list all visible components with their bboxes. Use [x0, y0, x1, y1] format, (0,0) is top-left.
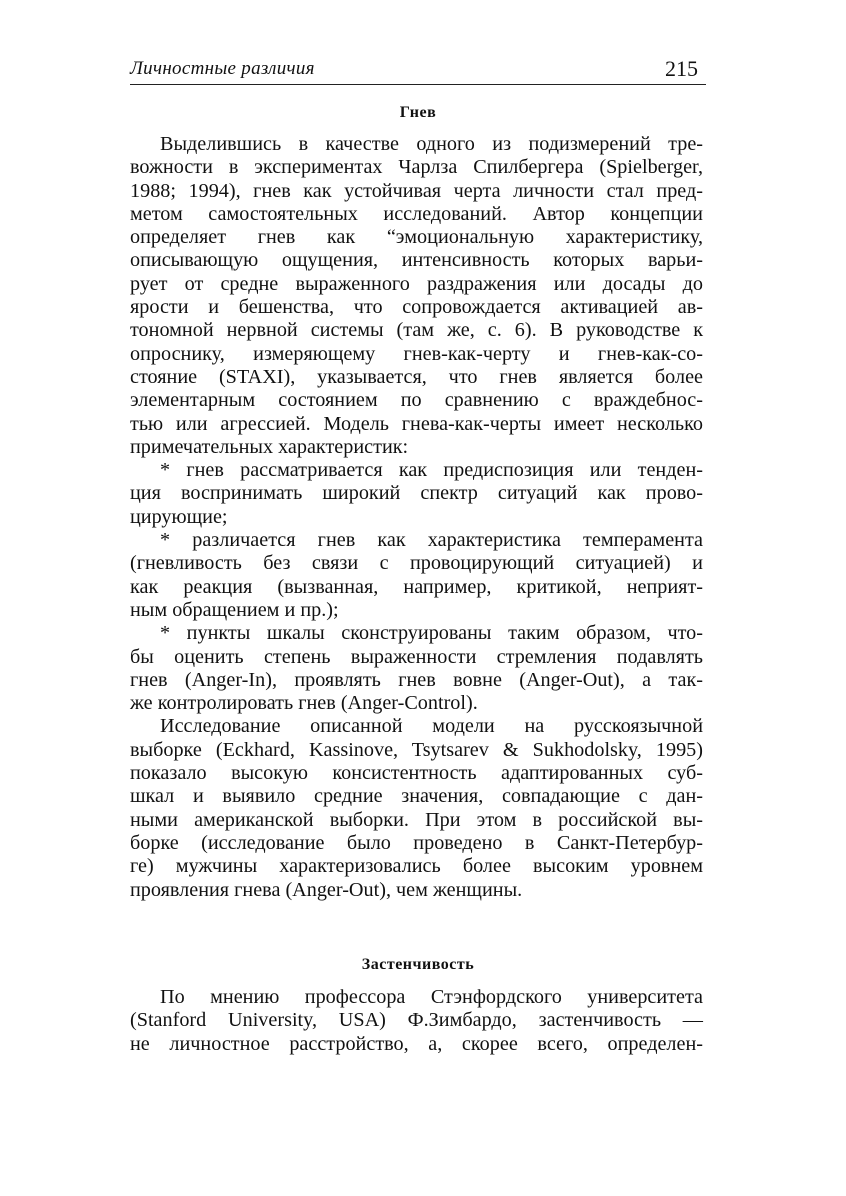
list-item-line: (гневливость без связи с провоцирующий ситуацией) и — [130, 552, 703, 575]
page-number: 215 — [665, 56, 698, 81]
text-line: Выделившись в качестве одного из подизмерений тре- — [160, 133, 703, 155]
list-item-line: же контролировать гнев (Anger-Control). — [130, 692, 478, 715]
list-item-line: ция воспринимать широкий спектр ситуаций как прово- — [130, 482, 703, 505]
section-title-shyness: Застенчивость — [361, 956, 475, 973]
text-line: элементарным состоянием по сравнению с враждебнос- — [130, 389, 703, 412]
text-line: опроснику, измеряющему гнев-как-черту и гнев-как-со- — [130, 342, 703, 365]
text-line: вожности в экспериментах Чарлза Спилбергера (Spielberger, — [130, 156, 703, 179]
text-line: тью или агрессией. Модель гнева-как-черты имеет несколько — [130, 412, 703, 435]
text-line: проявления гнева (Anger-Out), чем женщины. — [130, 878, 523, 901]
text-line: выборке (Eckhard, Kassinove, Tsytsarev & Sukhodolsky, 1995) — [130, 738, 703, 761]
text-line: стояние (STAXI), указывается, что гнев является более — [130, 365, 703, 388]
list-item-line: как реакция (вызванная, например, критикой, неприят- — [130, 575, 703, 598]
list-item-line: цирующие; — [130, 505, 228, 528]
text-line: борке (исследование было проведено в Санкт-Петербур- — [130, 831, 703, 854]
text-line: По мнению профессора Стэнфордского университета — [160, 986, 703, 1008]
list-item-line: * различается гнев как характеристика темперамента — [160, 529, 703, 552]
text-line: описывающую ощущения, интенсивность которых варьи- — [130, 249, 703, 272]
text-line: 1988; 1994), гнев как устойчивая черта личности стал пред- — [130, 179, 703, 202]
text-line: показало высокую консистентность адаптированных суб- — [130, 762, 703, 785]
text-line: ными американской выборки. При этом в российской вы- — [130, 808, 703, 831]
text-line: метом самостоятельных исследований. Автор концепции — [130, 202, 703, 225]
text-line: тономной нервной системы (там же, с. 6). В руководстве к — [130, 319, 703, 342]
text-line: рует от средне выраженного раздражения или досады до — [130, 272, 703, 295]
text-line: определяет гнев как “эмоциональную характеристику, — [130, 226, 703, 249]
section-body-shyness — [130, 986, 703, 1056]
text-line: не личностное расстройство, а, скорее всего, определен- — [130, 1032, 703, 1055]
section-title-anger: Гнев — [399, 104, 437, 121]
list-item-line: гнев (Anger-In), проявлять гнев вовне (Anger-Out), а так- — [130, 668, 703, 691]
section-body-anger — [130, 133, 703, 902]
text-line: шкал и выявило средние значения, совпадающие с дан- — [130, 785, 703, 808]
running-head: Личностные различия — [130, 58, 315, 79]
page-header — [130, 54, 706, 85]
list-item-line: бы оценить степень выраженности стремления подавлять — [130, 645, 703, 668]
text-line: Исследование описанной модели на русскоязычной — [160, 715, 703, 738]
list-item-line: ным обращением и пр.); — [130, 598, 339, 621]
list-item-line: * гнев рассматривается как предиспозиция или тенден- — [160, 459, 703, 482]
text-line: (Stanford University, USA) Ф.Зимбардо, застенчивость — — [130, 1009, 703, 1032]
list-item-line: * пункты шкалы сконструированы таким образом, что- — [160, 622, 703, 645]
text-line: ярости и бешенства, что сопровождается активацией ав- — [130, 296, 703, 319]
text-line: примечательных характеристик: — [130, 435, 409, 458]
text-line: ге) мужчины характеризовались более высоким уровнем — [130, 855, 703, 878]
